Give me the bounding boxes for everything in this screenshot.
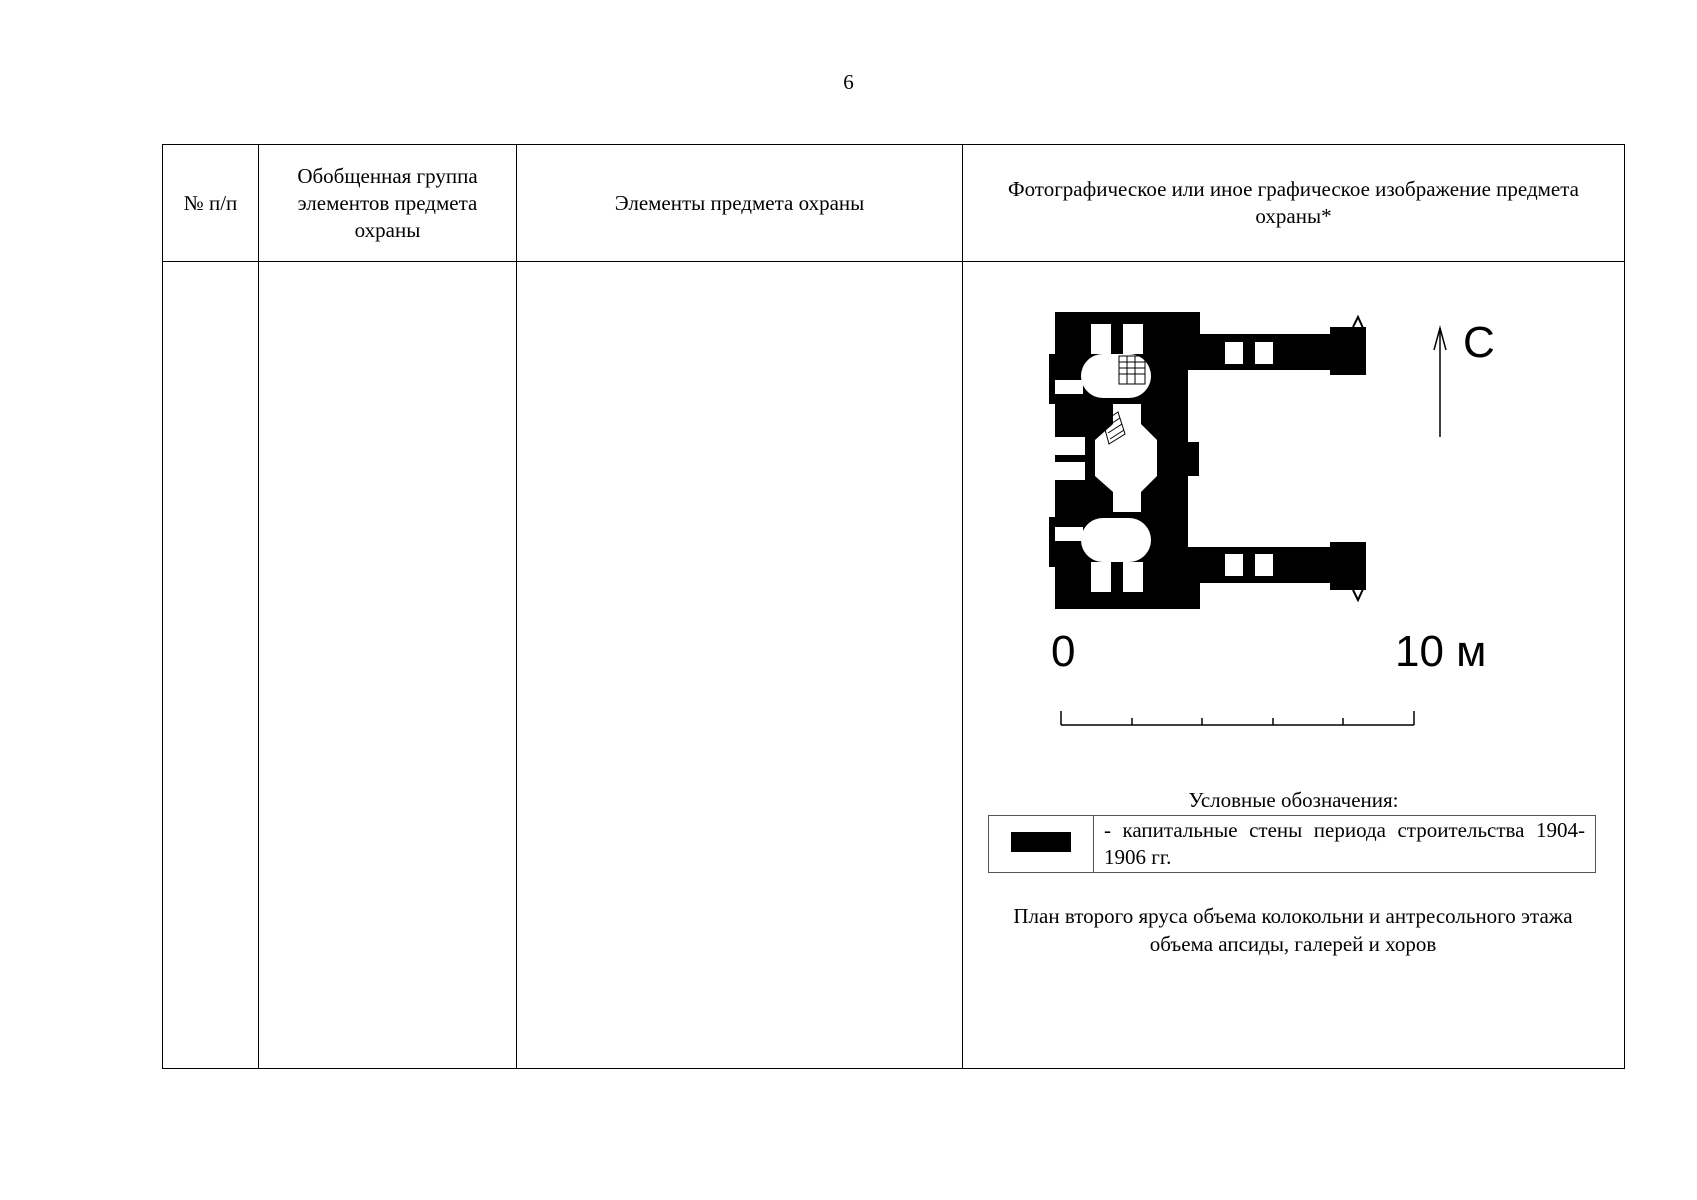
north-label: С (1463, 318, 1495, 367)
legend-swatch-cell (989, 816, 1094, 873)
cell-group (259, 262, 517, 1069)
scale-start-label: 0 (1051, 627, 1076, 676)
ne-pier (1330, 327, 1366, 375)
apse-space (1200, 370, 1330, 547)
south-chamber (1081, 518, 1151, 562)
legend (988, 815, 1596, 873)
header-group: Обобщенная группа элементов предмета охраны (259, 145, 517, 262)
table-row (163, 262, 1625, 1069)
plan-caption: План второго яруса объема колокольни и антресольного этажа объема апсиды, галерей и хоров (1013, 904, 1573, 956)
capital-walls-swatch (1011, 832, 1071, 852)
header-elements: Элементы предмета охраны (517, 145, 963, 262)
page-number: 6 (843, 70, 854, 94)
floor-plan (1049, 312, 1366, 609)
se-pier (1330, 542, 1366, 590)
legend-item (989, 816, 1596, 873)
legend-title: Условные обозначения: (1188, 788, 1399, 812)
protection-table (162, 144, 1625, 1069)
table-header-row (163, 145, 1625, 262)
north-chamber (1081, 354, 1151, 398)
legend-item-text: - капитальные стены периода строительства 1904-1906 гг. (1094, 816, 1596, 873)
scale-bar (1051, 627, 1486, 725)
north-arrow (1434, 318, 1495, 437)
cell-image (963, 262, 1625, 1069)
header-image: Фотографическое или иное графическое изображение предмета охраны* (963, 145, 1625, 262)
header-number: № п/п (163, 145, 259, 262)
cell-elements (517, 262, 963, 1069)
scale-end-label: 10 м (1395, 627, 1487, 676)
cell-number (163, 262, 259, 1069)
